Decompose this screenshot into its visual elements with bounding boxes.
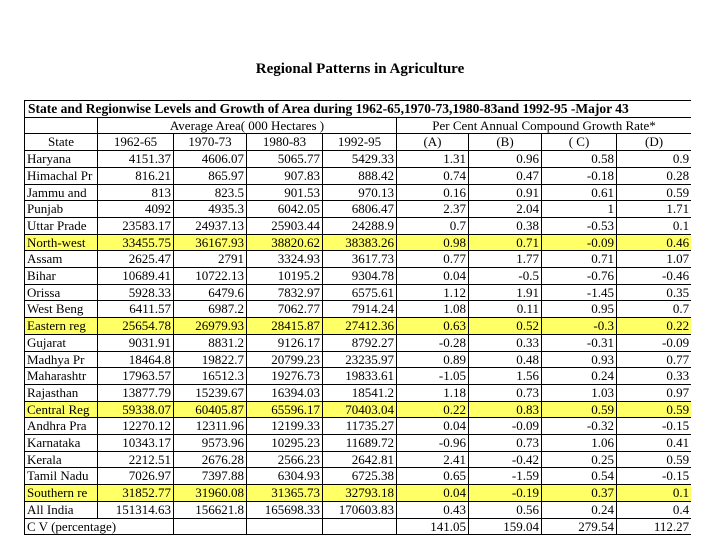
value-cell: 0.65 <box>397 468 469 485</box>
value-cell: -0.5 <box>469 268 542 285</box>
state-name-cell: Tamil Nadu <box>25 468 98 485</box>
value-cell: 7062.77 <box>247 301 323 318</box>
value-cell: -0.31 <box>542 334 617 351</box>
value-cell: 0.38 <box>469 217 542 234</box>
data-table-container <box>24 100 691 538</box>
value-cell: 1.12 <box>397 284 469 301</box>
value-cell: 151314.63 <box>98 501 174 518</box>
value-cell: 4151.37 <box>98 151 174 168</box>
value-cell: -1.45 <box>542 284 617 301</box>
value-cell: 0.91 <box>469 184 542 201</box>
table-row <box>25 401 692 418</box>
value-cell: 10195.2 <box>247 268 323 285</box>
value-cell: 0.28 <box>617 167 692 184</box>
value-cell: -0.15 <box>617 468 692 485</box>
state-name-cell: Orissa <box>25 284 98 301</box>
table-row <box>25 167 692 184</box>
state-name-cell: C V (percentage) <box>25 518 174 535</box>
value-cell: 141.05 <box>397 518 469 535</box>
column-header: ( C) <box>542 134 617 151</box>
table-row <box>25 485 692 502</box>
value-cell: 2642.81 <box>323 451 397 468</box>
value-cell: -0.19 <box>469 485 542 502</box>
value-cell: 11735.27 <box>323 418 397 435</box>
value-cell: 1 <box>542 201 617 218</box>
value-cell: 0.7 <box>617 301 692 318</box>
value-cell: 27412.36 <box>323 318 397 335</box>
table-row <box>25 284 692 301</box>
value-cell: 5429.33 <box>323 151 397 168</box>
state-name-cell: Kerala <box>25 451 98 468</box>
value-cell: 970.13 <box>323 184 397 201</box>
value-cell: 1.91 <box>469 284 542 301</box>
value-cell: 32793.18 <box>323 485 397 502</box>
value-cell: -0.96 <box>397 435 469 452</box>
value-cell: 907.83 <box>247 167 323 184</box>
value-cell: 1.08 <box>397 301 469 318</box>
column-header-row <box>25 134 692 151</box>
value-cell: 0.33 <box>469 334 542 351</box>
value-cell: 38820.62 <box>247 234 323 251</box>
value-cell: 2.04 <box>469 201 542 218</box>
state-name-cell: Gujarat <box>25 334 98 351</box>
table-row <box>25 451 692 468</box>
column-header: (A) <box>397 134 469 151</box>
value-cell: 28415.87 <box>247 318 323 335</box>
table-row <box>25 384 692 401</box>
state-name-cell: Jammu and <box>25 184 98 201</box>
value-cell: 36167.93 <box>174 234 247 251</box>
value-cell: 0.7 <box>397 217 469 234</box>
column-header: 1980-83 <box>247 134 323 151</box>
value-cell: 0.25 <box>542 451 617 468</box>
value-cell: 3617.73 <box>323 251 397 268</box>
value-cell: 23583.17 <box>98 217 174 234</box>
value-cell: 2791 <box>174 251 247 268</box>
table-row <box>25 234 692 251</box>
value-cell: 165698.33 <box>247 501 323 518</box>
value-cell: 0.56 <box>469 501 542 518</box>
table-row <box>25 435 692 452</box>
value-cell: 11689.72 <box>323 435 397 452</box>
group-header-spacer <box>25 117 98 134</box>
value-cell: 8792.27 <box>323 334 397 351</box>
value-cell: -0.18 <box>542 167 617 184</box>
value-cell: 31365.73 <box>247 485 323 502</box>
value-cell: -0.09 <box>617 334 692 351</box>
column-header: 1970-73 <box>174 134 247 151</box>
value-cell: 0.59 <box>542 401 617 418</box>
value-cell: 888.42 <box>323 167 397 184</box>
state-name-cell: Himachal Pr <box>25 167 98 184</box>
value-cell: 0.73 <box>469 435 542 452</box>
value-cell: 16394.03 <box>247 384 323 401</box>
value-cell: 13877.79 <box>98 384 174 401</box>
value-cell: 4606.07 <box>174 151 247 168</box>
state-name-cell: West Beng <box>25 301 98 318</box>
value-cell: 15239.67 <box>174 384 247 401</box>
value-cell: 0.58 <box>542 151 617 168</box>
value-cell: 18464.8 <box>98 351 174 368</box>
value-cell: 24937.13 <box>174 217 247 234</box>
value-cell: 112.27 <box>617 518 692 535</box>
value-cell: 0.04 <box>397 268 469 285</box>
value-cell: 59338.07 <box>98 401 174 418</box>
value-cell: 5928.33 <box>98 284 174 301</box>
table-row <box>25 268 692 285</box>
value-cell: 2625.47 <box>98 251 174 268</box>
value-cell: 0.48 <box>469 351 542 368</box>
value-cell: 6987.2 <box>174 301 247 318</box>
table-row <box>25 468 692 485</box>
value-cell: 0.35 <box>617 284 692 301</box>
table-row <box>25 501 692 518</box>
value-cell: 33455.75 <box>98 234 174 251</box>
value-cell: 3324.93 <box>247 251 323 268</box>
value-cell: 0.77 <box>617 351 692 368</box>
value-cell: 23235.97 <box>323 351 397 368</box>
value-cell: 31852.77 <box>98 485 174 502</box>
value-cell: 0.89 <box>397 351 469 368</box>
state-name-cell: Uttar Prade <box>25 217 98 234</box>
value-cell: 865.97 <box>174 167 247 184</box>
column-header: (D) <box>617 134 692 151</box>
value-cell: -0.42 <box>469 451 542 468</box>
value-cell: 26979.93 <box>174 318 247 335</box>
value-cell: 6042.05 <box>247 201 323 218</box>
value-cell: 0.77 <box>397 251 469 268</box>
value-cell: 9031.91 <box>98 334 174 351</box>
state-name-cell: Assam <box>25 251 98 268</box>
value-cell: 4092 <box>98 201 174 218</box>
value-cell: 813 <box>98 184 174 201</box>
table-caption-row <box>25 101 692 118</box>
value-cell: -0.15 <box>617 418 692 435</box>
value-cell <box>323 518 397 535</box>
value-cell: 0.11 <box>469 301 542 318</box>
value-cell: 2.41 <box>397 451 469 468</box>
state-name-cell: Haryana <box>25 151 98 168</box>
value-cell: 0.1 <box>617 485 692 502</box>
column-header: State <box>25 134 98 151</box>
value-cell: 0.59 <box>617 451 692 468</box>
value-cell <box>174 518 247 535</box>
value-cell: 12311.96 <box>174 418 247 435</box>
value-cell: 9573.96 <box>174 435 247 452</box>
value-cell: 6575.61 <box>323 284 397 301</box>
value-cell: -1.59 <box>469 468 542 485</box>
table-row <box>25 351 692 368</box>
value-cell: 10343.17 <box>98 435 174 452</box>
value-cell: 18541.2 <box>323 384 397 401</box>
value-cell: 0.9 <box>617 151 692 168</box>
table-row <box>25 201 692 218</box>
value-cell: 0.59 <box>617 184 692 201</box>
value-cell: 6806.47 <box>323 201 397 218</box>
value-cell: 0.93 <box>542 351 617 368</box>
area-growth-table <box>24 100 691 535</box>
value-cell: 1.71 <box>617 201 692 218</box>
table-row <box>25 334 692 351</box>
state-name-cell: Rajasthan <box>25 384 98 401</box>
value-cell: -0.32 <box>542 418 617 435</box>
value-cell: 0.22 <box>617 318 692 335</box>
value-cell: 0.59 <box>617 401 692 418</box>
value-cell: 2676.28 <box>174 451 247 468</box>
value-cell: 0.41 <box>617 435 692 452</box>
state-name-cell: Eastern reg <box>25 318 98 335</box>
value-cell: 159.04 <box>469 518 542 535</box>
value-cell: 25903.44 <box>247 217 323 234</box>
value-cell: 0.46 <box>617 234 692 251</box>
value-cell: 65596.17 <box>247 401 323 418</box>
value-cell: 0.96 <box>469 151 542 168</box>
value-cell <box>247 518 323 535</box>
state-name-cell: Central Reg <box>25 401 98 418</box>
value-cell: 170603.83 <box>323 501 397 518</box>
table-row <box>25 318 692 335</box>
table-row <box>25 418 692 435</box>
value-cell: 2212.51 <box>98 451 174 468</box>
value-cell: 0.98 <box>397 234 469 251</box>
value-cell: -0.09 <box>542 234 617 251</box>
value-cell: 2.37 <box>397 201 469 218</box>
value-cell: 31960.08 <box>174 485 247 502</box>
value-cell: 0.22 <box>397 401 469 418</box>
value-cell: 38383.26 <box>323 234 397 251</box>
value-cell: 0.47 <box>469 167 542 184</box>
table-row <box>25 518 692 535</box>
value-cell: 0.37 <box>542 485 617 502</box>
value-cell: -0.53 <box>542 217 617 234</box>
value-cell: 7397.88 <box>174 468 247 485</box>
value-cell: 0.54 <box>542 468 617 485</box>
value-cell: 0.71 <box>469 234 542 251</box>
value-cell: 6479.6 <box>174 284 247 301</box>
value-cell: 60405.87 <box>174 401 247 418</box>
value-cell: -0.09 <box>469 418 542 435</box>
value-cell: 6304.93 <box>247 468 323 485</box>
value-cell: 7832.97 <box>247 284 323 301</box>
value-cell: 10295.23 <box>247 435 323 452</box>
value-cell: 9304.78 <box>323 268 397 285</box>
column-header: 1962-65 <box>98 134 174 151</box>
value-cell: 1.07 <box>617 251 692 268</box>
state-name-cell: Andhra Pra <box>25 418 98 435</box>
value-cell: 1.77 <box>469 251 542 268</box>
value-cell: 0.73 <box>469 384 542 401</box>
value-cell: 1.31 <box>397 151 469 168</box>
value-cell: 0.4 <box>617 501 692 518</box>
value-cell: 17963.57 <box>98 368 174 385</box>
table-row <box>25 301 692 318</box>
state-name-cell: Maharashtr <box>25 368 98 385</box>
value-cell: 0.1 <box>617 217 692 234</box>
value-cell: 12199.33 <box>247 418 323 435</box>
value-cell: 0.04 <box>397 418 469 435</box>
table-row <box>25 251 692 268</box>
value-cell: -1.05 <box>397 368 469 385</box>
value-cell: 10722.13 <box>174 268 247 285</box>
value-cell: 0.24 <box>542 368 617 385</box>
value-cell: 12270.12 <box>98 418 174 435</box>
value-cell: 0.52 <box>469 318 542 335</box>
value-cell: 10689.41 <box>98 268 174 285</box>
group-header-growth: Per Cent Annual Compound Growth Rate* <box>397 117 692 134</box>
value-cell: 7026.97 <box>98 468 174 485</box>
value-cell: 0.24 <box>542 501 617 518</box>
state-name-cell: Southern re <box>25 485 98 502</box>
group-header-row <box>25 117 692 134</box>
table-row <box>25 151 692 168</box>
value-cell: -0.28 <box>397 334 469 351</box>
value-cell: 901.53 <box>247 184 323 201</box>
value-cell: 6725.38 <box>323 468 397 485</box>
value-cell: 19276.73 <box>247 368 323 385</box>
value-cell: 0.04 <box>397 485 469 502</box>
value-cell: 0.43 <box>397 501 469 518</box>
value-cell: 0.97 <box>617 384 692 401</box>
value-cell: 0.61 <box>542 184 617 201</box>
value-cell: 156621.8 <box>174 501 247 518</box>
value-cell: -0.76 <box>542 268 617 285</box>
value-cell: 279.54 <box>542 518 617 535</box>
value-cell: 9126.17 <box>247 334 323 351</box>
state-name-cell: Bihar <box>25 268 98 285</box>
value-cell: 1.56 <box>469 368 542 385</box>
value-cell: 5065.77 <box>247 151 323 168</box>
value-cell: -0.46 <box>617 268 692 285</box>
value-cell: 0.74 <box>397 167 469 184</box>
state-name-cell: Karnataka <box>25 435 98 452</box>
value-cell: 19833.61 <box>323 368 397 385</box>
state-name-cell: Madhya Pr <box>25 351 98 368</box>
value-cell: 0.71 <box>542 251 617 268</box>
value-cell: 0.95 <box>542 301 617 318</box>
value-cell: 6411.57 <box>98 301 174 318</box>
value-cell: 25654.78 <box>98 318 174 335</box>
group-header-average: Average Area( 000 Hectares ) <box>98 117 397 134</box>
value-cell: 1.06 <box>542 435 617 452</box>
value-cell: 8831.2 <box>174 334 247 351</box>
value-cell: -0.3 <box>542 318 617 335</box>
value-cell: 1.18 <box>397 384 469 401</box>
value-cell: 7914.24 <box>323 301 397 318</box>
value-cell: 24288.9 <box>323 217 397 234</box>
column-header: 1992-95 <box>323 134 397 151</box>
value-cell: 16512.3 <box>174 368 247 385</box>
value-cell: 0.83 <box>469 401 542 418</box>
table-row <box>25 368 692 385</box>
value-cell: 816.21 <box>98 167 174 184</box>
value-cell: 70403.04 <box>323 401 397 418</box>
value-cell: 2566.23 <box>247 451 323 468</box>
value-cell: 0.63 <box>397 318 469 335</box>
table-row <box>25 184 692 201</box>
table-caption: State and Regionwise Levels and Growth of Area during 1962-65,1970-73,1980-83and 1992-95 -Major 43 <box>25 101 692 118</box>
value-cell: 19822.7 <box>174 351 247 368</box>
state-name-cell: North-west <box>25 234 98 251</box>
value-cell: 1.03 <box>542 384 617 401</box>
value-cell: 20799.23 <box>247 351 323 368</box>
state-name-cell: All India <box>25 501 98 518</box>
slide-title: Regional Patterns in Agriculture <box>255 61 465 77</box>
table-row <box>25 217 692 234</box>
value-cell: 4935.3 <box>174 201 247 218</box>
column-header: (B) <box>469 134 542 151</box>
value-cell: 0.33 <box>617 368 692 385</box>
state-name-cell: Punjab <box>25 201 98 218</box>
value-cell: 823.5 <box>174 184 247 201</box>
value-cell: 0.16 <box>397 184 469 201</box>
